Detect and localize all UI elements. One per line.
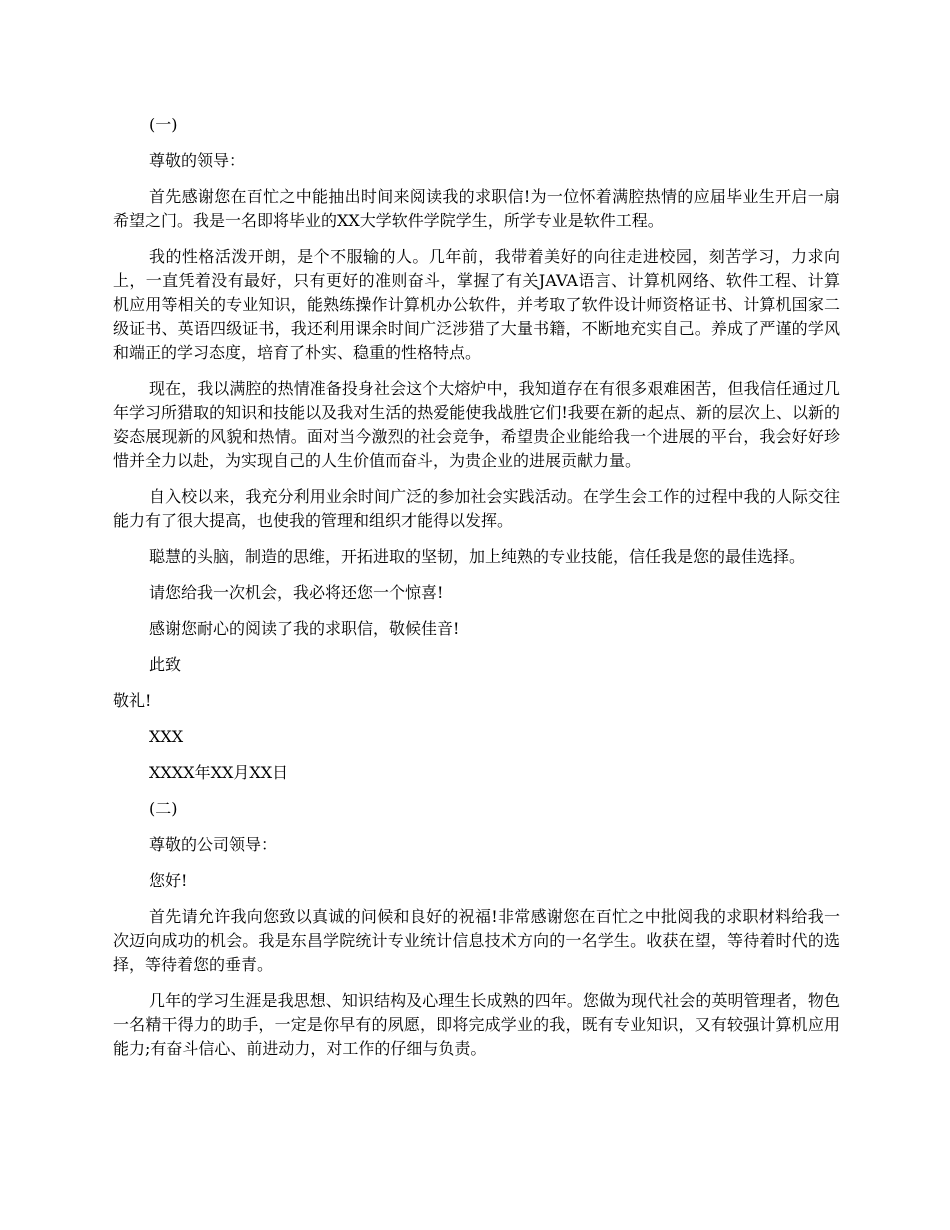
body-paragraph: 我的性格活泼开朗，是个不服输的人。几年前，我带着美好的向往走进校园，刻苦学习，力求向上，一直凭着没有最好，只有更好的准则奋斗，掌握了有关JAVA语言、计算机网络、软件工程、计算机应用等相关的专业知识，能熟练操作计算机办公软件，并考取了软件设计师资格证书、计算机国家二级证书、英语四级证书，我还利用课余时间广泛涉猎了大量书籍，不断地充实自己。养成了严谨的学风和端正的学习态度，培育了朴实、稳重的性格特点。 bbox=[113, 247, 840, 362]
body-paragraph: 首先请允许我向您致以真诚的问候和良好的祝福!非常感谢您在百忙之中批阅我的求职材料给我一次迈向成功的机会。我是东昌学院统计专业统计信息技术方向的一名学生。收获在望，等待着时代的选择，等待着您的垂青。 bbox=[113, 907, 840, 974]
salutation: 尊敬的领导： bbox=[149, 151, 246, 170]
signature-name: XXX bbox=[149, 727, 184, 746]
section-one-heading: (一) bbox=[149, 115, 178, 134]
body-paragraph: 感谢您耐心的阅读了我的求职信，敬候佳音! bbox=[149, 619, 460, 638]
body-paragraph: 自入校以来，我充分利用业余时间广泛的参加社会实践活动。在学生会工作的过程中我的人际交往能力有了很大提高，也使我的管理和组织才能得以发挥。 bbox=[113, 487, 840, 530]
signature-date: XXXX年XX月XX日 bbox=[149, 763, 289, 782]
body-paragraph: 几年的学习生涯是我思想、知识结构及心理生长成熟的四年。您做为现代社会的英明管理者，物色一名精干得力的助手，一定是你早有的夙愿，即将完成学业的我，既有专业知识，又有较强计算机应用能力;有奋斗信心、前进动力，对工作的仔细与负责。 bbox=[113, 991, 840, 1058]
closing-salute: 敬礼! bbox=[113, 691, 152, 710]
greeting: 您好! bbox=[149, 871, 188, 890]
body-paragraph: 现在，我以满腔的热情准备投身社会这个大熔炉中，我知道存在有很多艰难困苦，但我信任通过几年学习所猎取的知识和技能以及我对生活的热爱能使我战胜它们!我要在新的起点、新的层次上、以新的姿态展现新的风貌和热情。面对当今激烈的社会竞争，希望贵企业能给我一个进展的平台，我会好好珍惜并全力以赴，为实现自己的人生价值而奋斗，为贵企业的进展贡献力量。 bbox=[113, 379, 840, 470]
closing-line: 此致 bbox=[149, 655, 182, 674]
body-paragraph: 聪慧的头脑，制造的思维，开拓进取的坚韧，加上纯熟的专业技能，信任我是您的最佳选择。 bbox=[149, 547, 806, 566]
section-two-heading: (二) bbox=[149, 799, 178, 818]
body-paragraph: 首先感谢您在百忙之中能抽出时间来阅读我的求职信!为一位怀着满腔热情的应届毕业生开启一扇希望之门。我是一名即将毕业的XX大学软件学院学生，所学专业是软件工程。 bbox=[113, 187, 840, 230]
document-body bbox=[113, 113, 840, 1073]
body-paragraph: 请您给我一次机会，我必将还您一个惊喜! bbox=[149, 583, 444, 602]
salutation: 尊敬的公司领导： bbox=[149, 835, 278, 854]
